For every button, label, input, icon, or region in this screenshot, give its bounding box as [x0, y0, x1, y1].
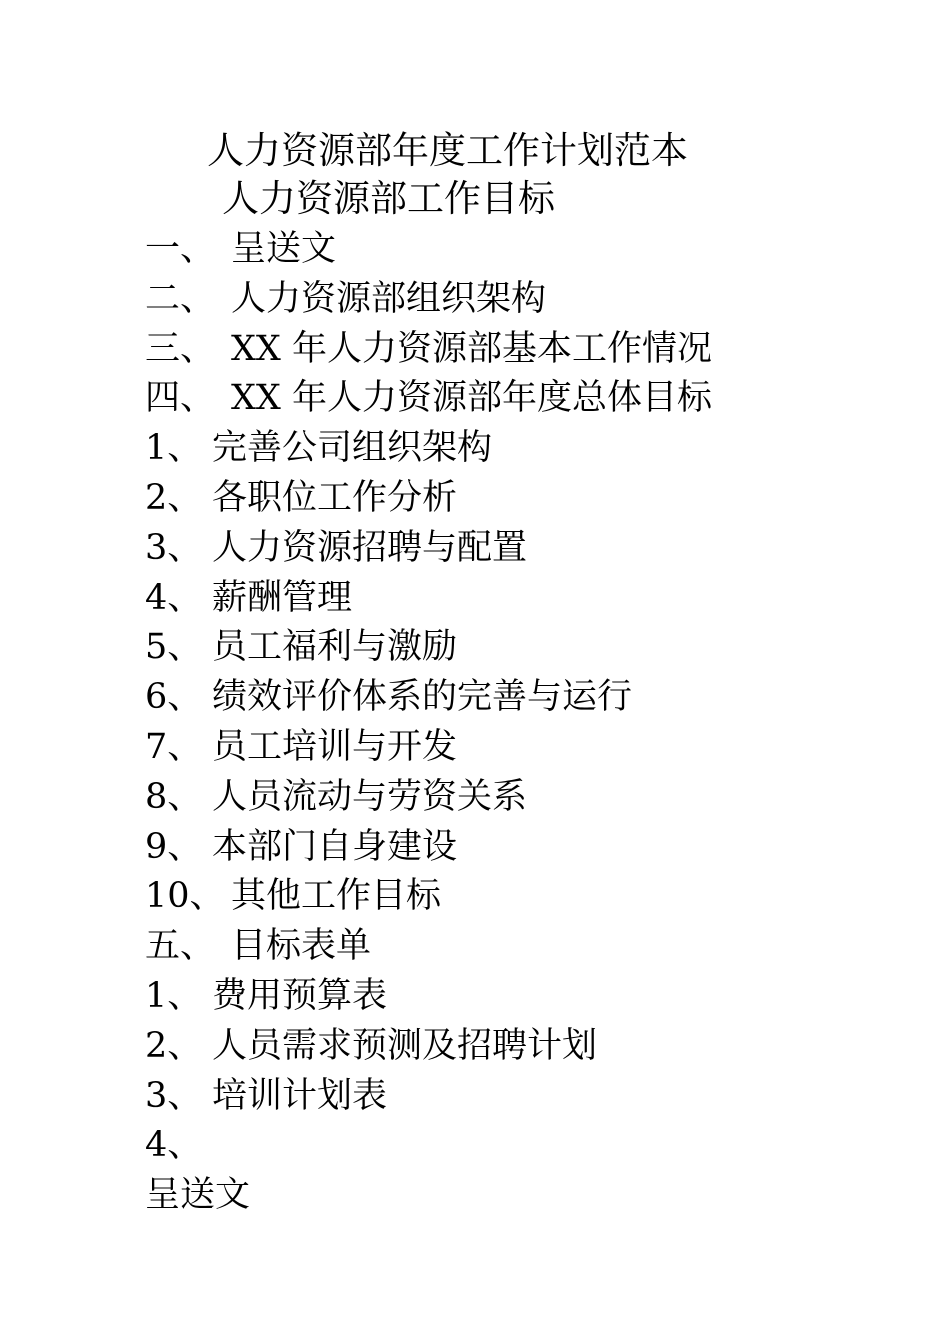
toc-item-number: 5、: [145, 627, 203, 668]
toc-item: [145, 276, 712, 326]
toc-item-text: 人力资源部组织架构: [231, 278, 547, 319]
toc-item-text: 呈送文: [231, 229, 337, 269]
toc-item-number: 4、: [145, 577, 203, 618]
toc-item-number: 7、: [145, 726, 203, 767]
toc-item-text: 员工福利与激励: [212, 627, 458, 668]
toc-item: [145, 873, 712, 923]
toc-item: [145, 525, 712, 575]
toc-item: [145, 1073, 712, 1123]
toc-item-number: 一、: [145, 229, 216, 269]
toc-item-text: XX 年人力资源部基本工作情况: [231, 328, 712, 369]
toc-item-text: 各职位工作分析: [212, 477, 458, 518]
toc-item-number: 三、: [145, 328, 216, 369]
toc-item: [145, 973, 712, 1023]
toc-item: [145, 674, 712, 724]
toc-item: [145, 824, 712, 874]
toc-item: [145, 575, 712, 625]
toc-item-text: 绩效评价体系的完善与运行: [212, 677, 633, 718]
table-of-contents: [145, 226, 712, 1172]
closing-heading: 呈送文: [145, 1175, 251, 1215]
toc-item: [145, 475, 712, 525]
toc-item: [145, 226, 712, 276]
toc-item: [145, 923, 712, 973]
toc-item: [145, 425, 712, 475]
toc-item-text: 完善公司组织架构: [212, 428, 493, 469]
toc-item: [145, 326, 712, 376]
toc-item-number: 3、: [145, 527, 203, 568]
toc-item-text: 薪酬管理: [212, 577, 353, 618]
toc-item-text: 培训计划表: [212, 1075, 388, 1116]
toc-item-text: 人员需求预测及招聘计划: [212, 1025, 598, 1066]
toc-item-number: 四、: [145, 378, 216, 419]
toc-item-number: 3、: [145, 1075, 203, 1116]
toc-item-text: 人员流动与劳资关系: [212, 776, 528, 817]
toc-item: [145, 375, 712, 425]
toc-item-text: 人力资源招聘与配置: [212, 527, 528, 568]
toc-item: [145, 774, 712, 824]
toc-item-number: 2、: [145, 1025, 203, 1066]
toc-item: [145, 1023, 712, 1073]
toc-item-number: 8、: [145, 776, 203, 817]
toc-item-text: 费用预算表: [212, 975, 388, 1016]
toc-item-number: 二、: [145, 278, 216, 319]
toc-item-number: 4、: [145, 1125, 203, 1166]
toc-item-text: 员工培训与开发: [212, 726, 458, 767]
toc-item-number: 10、: [145, 876, 225, 917]
page-title: 人力资源部年度工作计划范本: [207, 129, 688, 172]
toc-item-number: 1、: [145, 975, 203, 1016]
toc-item-number: 6、: [145, 677, 203, 718]
toc-item: [145, 724, 712, 774]
toc-item-number: 9、: [145, 826, 203, 867]
toc-item: [145, 1122, 712, 1172]
toc-item-text: 其他工作目标: [231, 876, 442, 917]
toc-item-text: XX 年人力资源部年度总体目标: [231, 378, 712, 419]
toc-item-text: 目标表单: [231, 926, 372, 967]
page-subtitle: 人力资源部工作目标: [222, 177, 555, 220]
toc-item-number: 2、: [145, 477, 203, 518]
toc-item-number: 1、: [145, 428, 203, 469]
toc-item: [145, 624, 712, 674]
toc-item-number: 五、: [145, 926, 216, 967]
toc-item-text: 本部门自身建设: [212, 826, 458, 867]
